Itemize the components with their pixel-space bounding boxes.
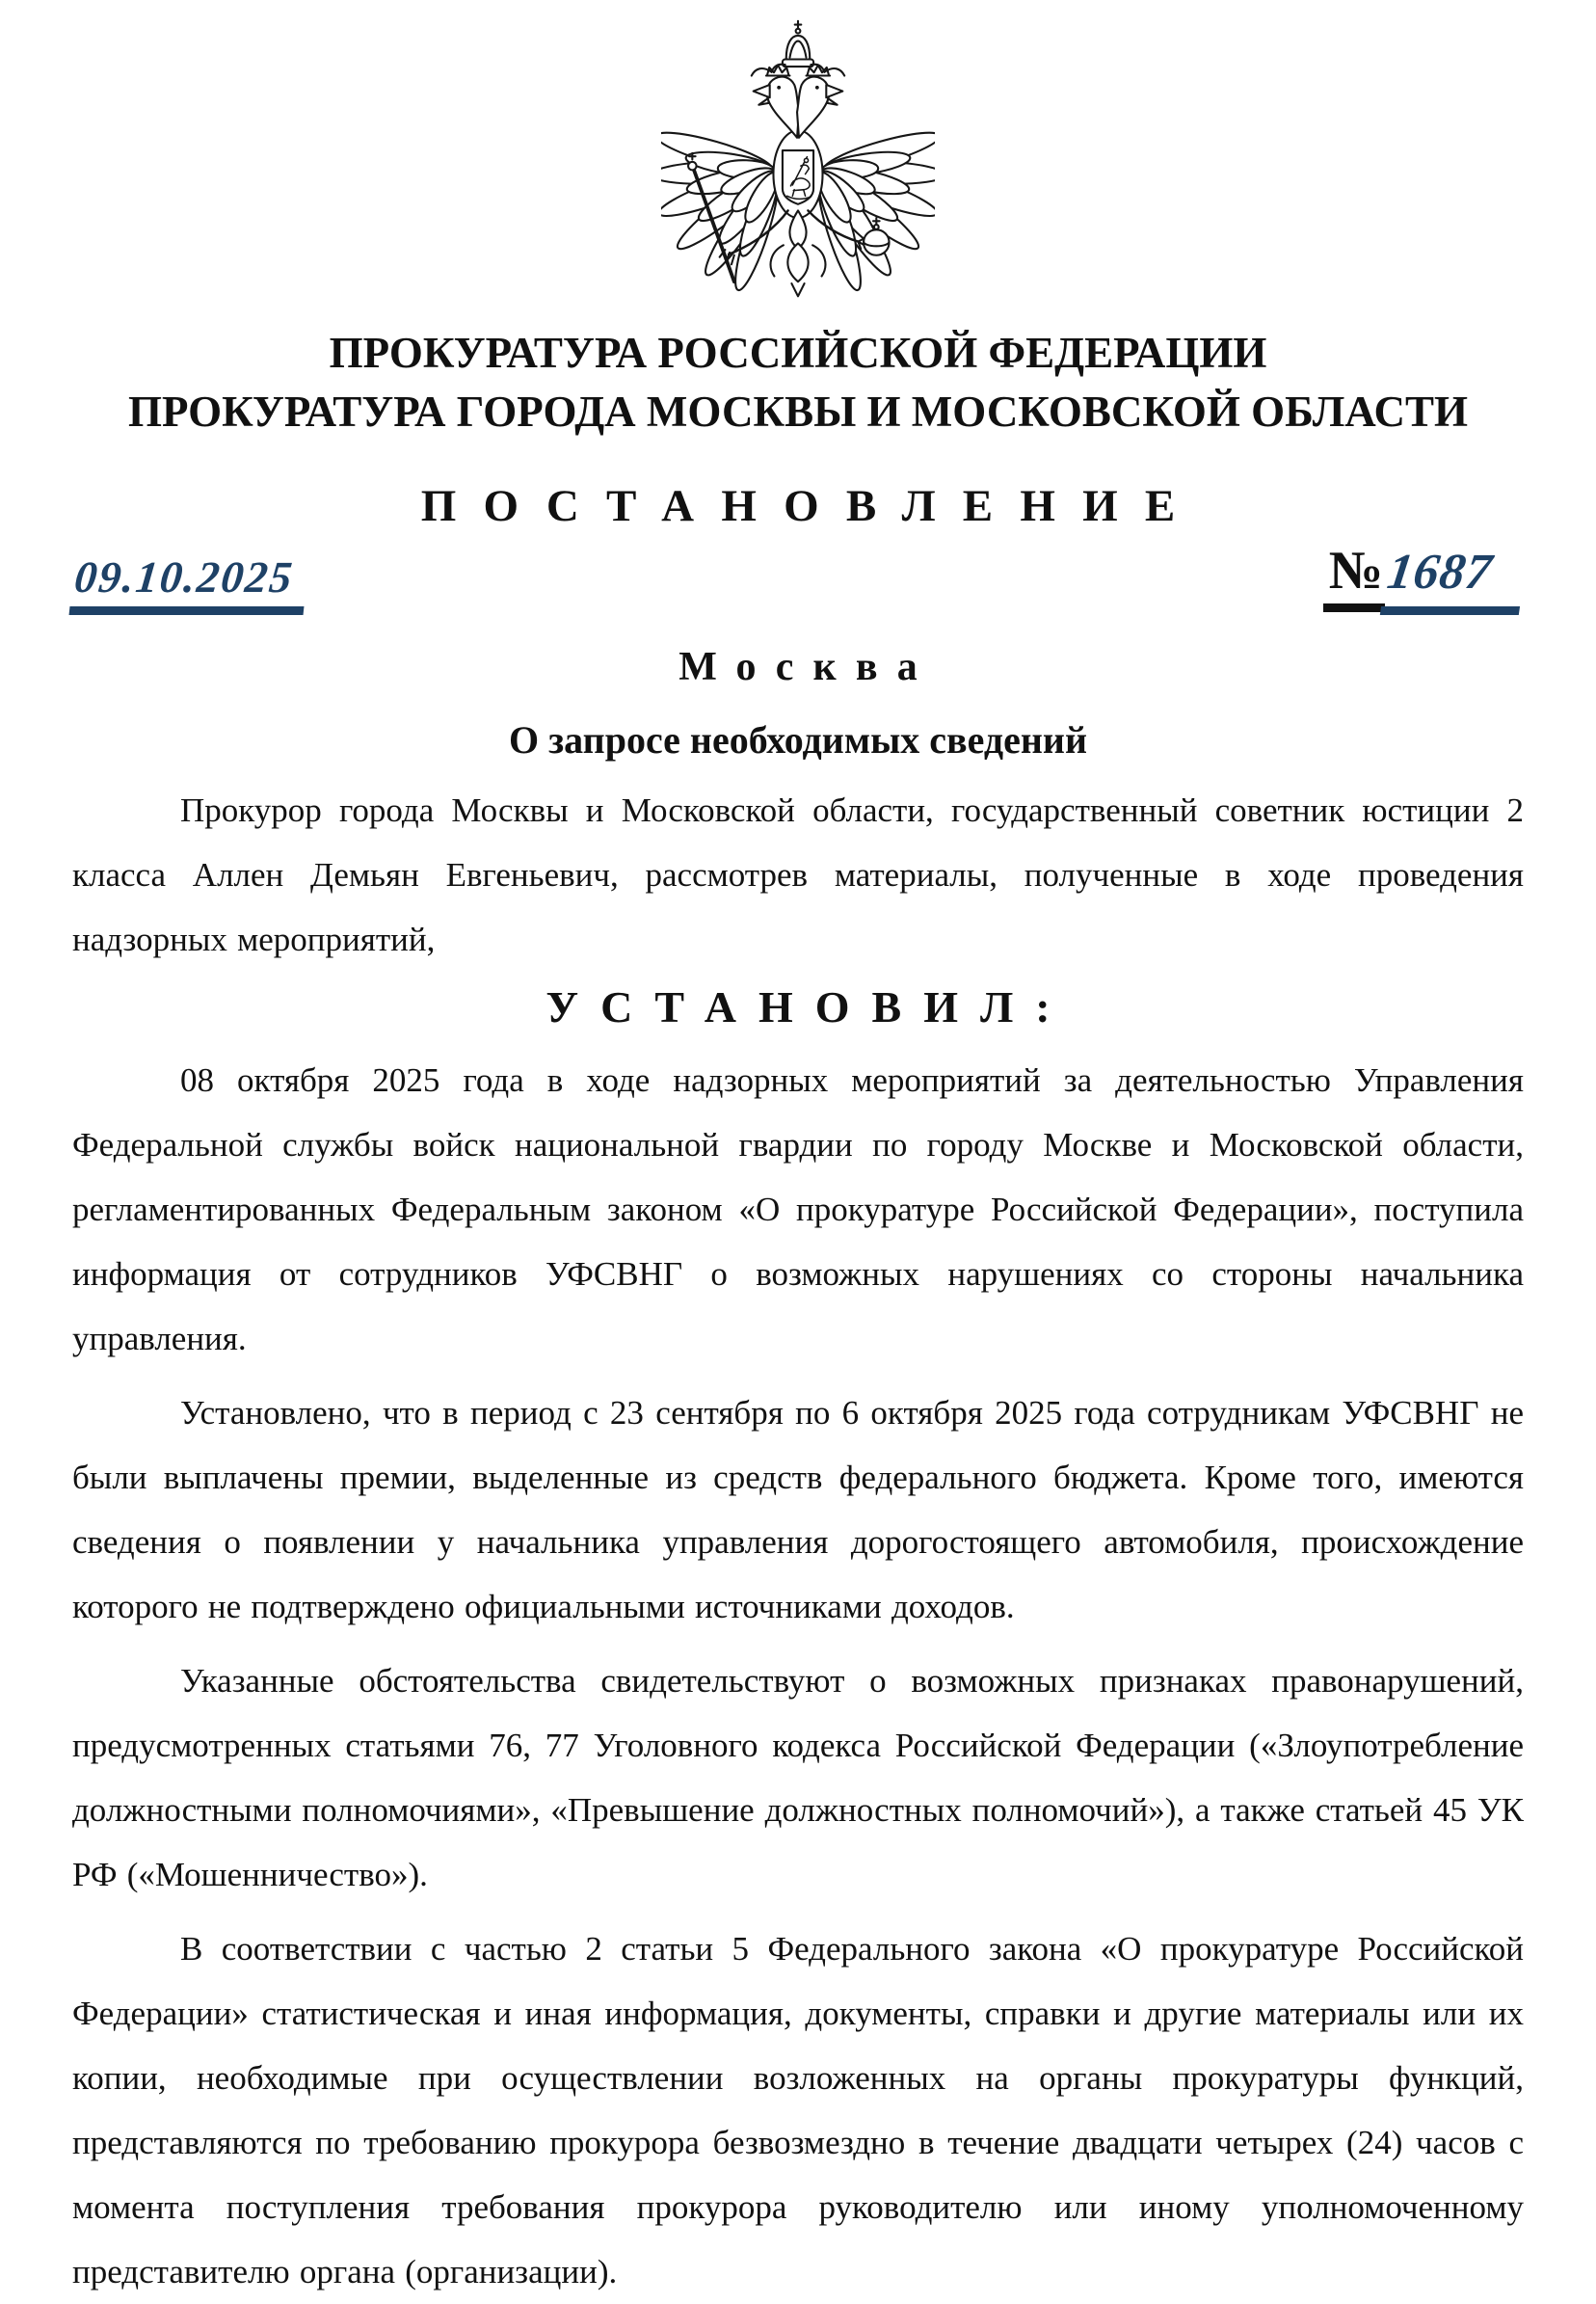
doc-type-title: ПОСТАНОВЛЕНИЕ — [420, 481, 1203, 532]
paragraph: В соответствии с частью 2 статьи 5 Федерального закона «О прокуратуре Российской Федерации» статистическая и иная информация, документы, справки и другие материалы или их копии, необходимые при осуществлении возложенных на органы прокуратуры функций, представляются по требованию прокурора безвозмездно в течение двадцати четырех (24) часов с момента поступления требования прокурора руководителю или иному уполномоченному представителю органа (организации). — [72, 1930, 1524, 2291]
doc-date: 09.10.2025 — [69, 551, 310, 615]
number-sign: № — [1323, 540, 1385, 612]
doc-body-resolved — [72, 1048, 1524, 2304]
paragraph: 08 октября 2025 года в ходе надзорных мероприятий за деятельностью Управления Федеральной службы войск национальной гвардии по городу Москве и Московской области, регламентированных Федеральным законом «О прокуратуре Российской Федерации», поступила информация от сотрудников УФСВНГ о возможных нарушениях со стороны начальника управления. — [72, 1061, 1524, 1358]
paragraph: Указанные обстоятельства свидетельствуют о возможных признаках правонарушений, предусмотренных статьями 76, 77 Уголовного кодекса Российской Федерации («Злоупотребление должностными полномочиями», «Превышение должностных полномочий»), а также статьей 45 УК РФ («Мошенничество»). — [72, 1662, 1524, 1894]
resolution-header: УСТАНОВИЛ: — [545, 982, 1073, 1032]
org-header-line2: ПРОКУРАТУРА ГОРОДА МОСКВЫ И МОСКОВСКОЙ ОБЛАСТИ — [127, 388, 1469, 437]
doc-number — [1323, 540, 1524, 615]
doc-subject: О запросе необходимых сведений — [508, 718, 1088, 763]
doc-body — [72, 778, 1524, 972]
number-value: 1687 — [1380, 544, 1529, 615]
doc-city: Москва — [678, 645, 937, 690]
russian-coat-of-arms-icon — [661, 17, 935, 318]
org-header — [72, 324, 1524, 442]
preamble-paragraph: Прокурор города Москвы и Московской области, государственный советник юстиции 2 класса Аллен Демьян Евгеньевич, рассмотрев материалы, полученные в ходе проведения надзорных мероприятий, — [72, 791, 1524, 959]
org-header-line1: ПРОКУРАТУРА РОССИЙСКОЙ ФЕДЕРАЦИИ — [329, 329, 1267, 377]
paragraph: Установлено, что в период с 23 сентября по 6 октября 2025 года сотрудникам УФСВНГ не были выплачены премии, выделенные из средств федерального бюджета. Кроме того, имеются сведения о появлении у начальника управления дорогостоящего автомобиля, происхождение которого не подтверждено официальными источниками доходов. — [72, 1394, 1524, 1626]
date-number-row — [72, 541, 1524, 615]
